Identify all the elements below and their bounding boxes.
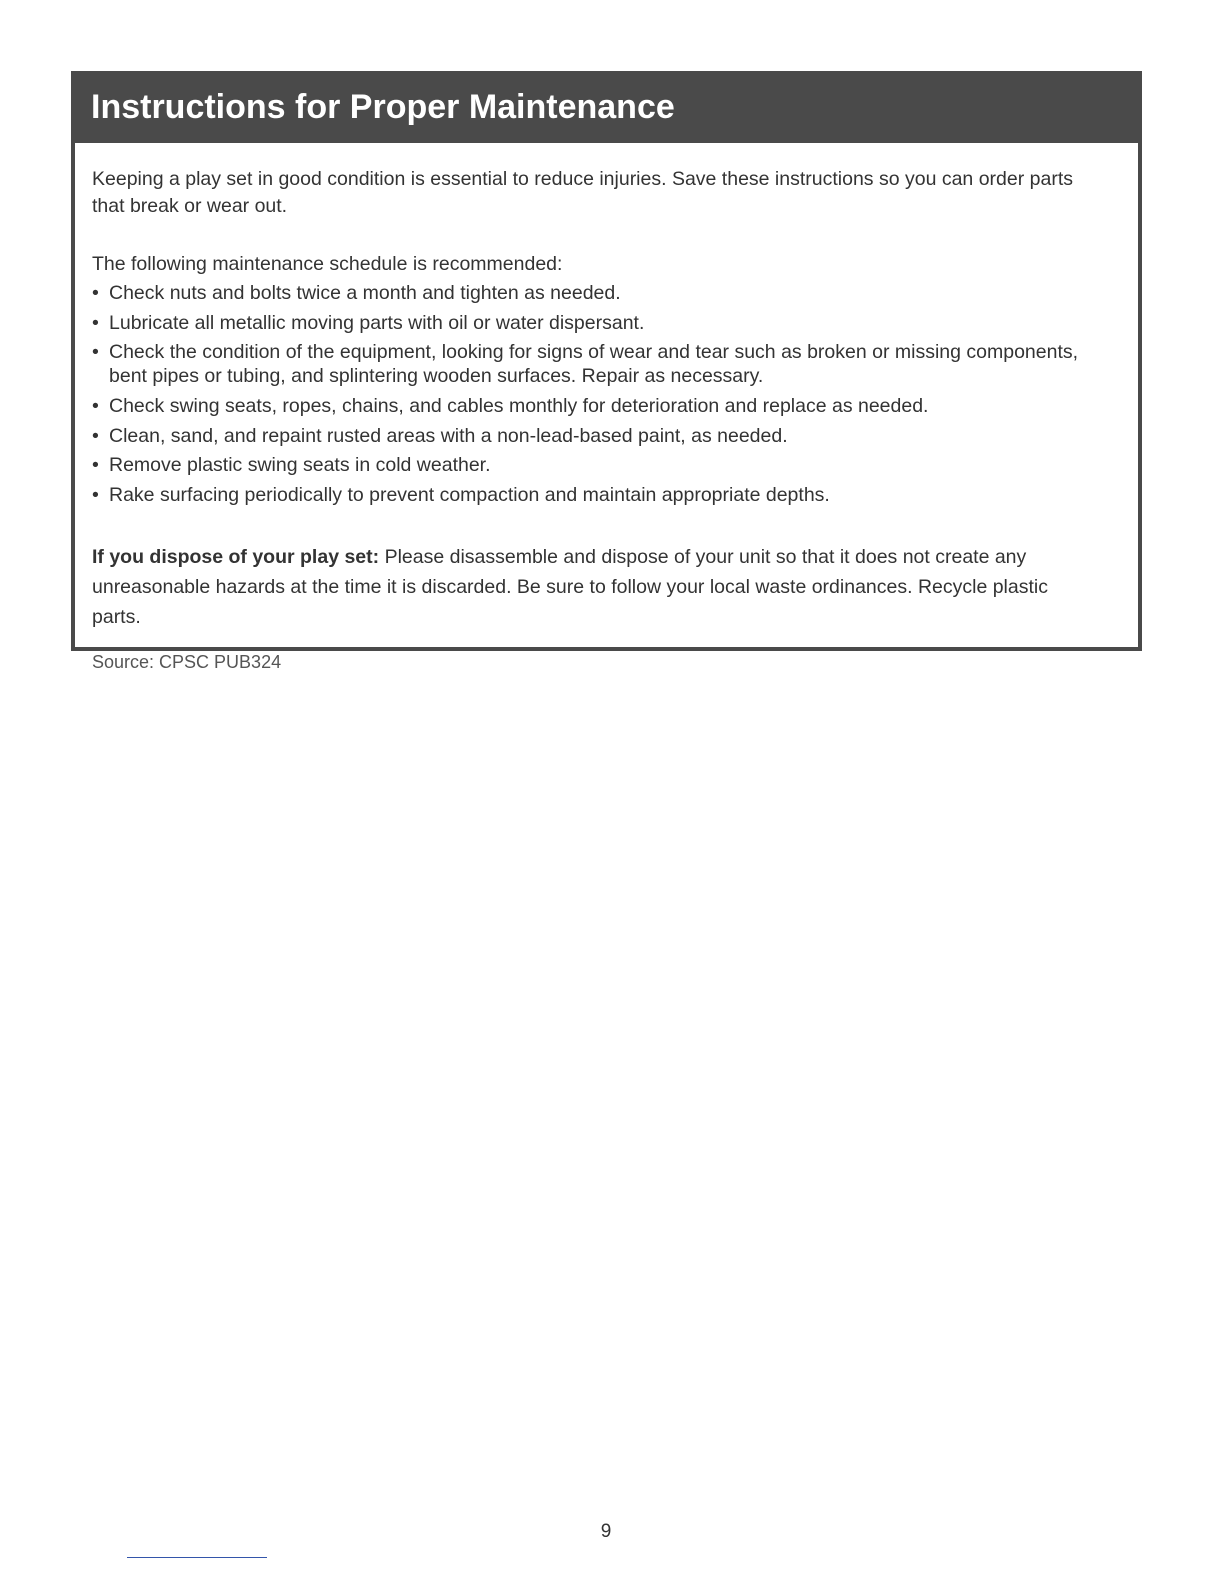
bullet-icon: • [92,395,99,418]
list-item-text: Rake surfacing periodically to prevent compaction and maintain appropriate depths. [109,484,830,507]
list-item-text: Remove plastic swing seats in cold weather. [109,454,491,477]
dispose-paragraph [92,542,1102,632]
list-item [92,483,1102,507]
intro-paragraph: Keeping a play set in good condition is essential to reduce injuries. Save these instructions so you can order parts that break or wear out. [92,168,1073,217]
bullet-icon: • [92,311,99,334]
list-item [92,281,1102,305]
bullet-icon: • [92,454,99,477]
page-number: 9 [600,1521,612,1542]
source-citation: Source: CPSC PUB324 [92,652,282,672]
list-item [92,340,1102,388]
schedule-intro: The following maintenance schedule is recommended: [92,253,563,275]
maintenance-schedule-list [92,281,1102,513]
footnote-divider [127,1557,267,1558]
bullet-icon: • [92,424,99,447]
list-item [92,424,1102,448]
list-item-text: Lubricate all metallic moving parts with oil or water dispersant. [109,311,645,334]
list-item-text: Clean, sand, and repaint rusted areas with a non-lead-based paint, as needed. [109,424,788,447]
list-item-text: Check swing seats, ropes, chains, and cables monthly for deterioration and replace as needed. [109,395,929,418]
bullet-icon: • [92,341,99,364]
list-item-text: Check nuts and bolts twice a month and tighten as needed. [109,282,621,304]
section-title: Instructions for Proper Maintenance [91,88,675,126]
bullet-icon: • [92,484,99,507]
list-item [92,453,1102,477]
panel-header [71,71,1142,143]
bullet-icon: • [92,282,99,304]
dispose-lead: If you dispose of your play set: [92,546,380,568]
list-item [92,394,1102,418]
list-item-text: Check the condition of the equipment, looking for signs of wear and tear such as broken or missing components, bent pipes or tubing, and splintering wooden surfaces. Repair as necessary. [109,341,1079,388]
list-item [92,311,1102,335]
dispose-text: Please disassemble and dispose of your unit so that it does not create any unreasonable hazards at the time it is discarded. Be sure to follow your local waste ordinances. Recycle plastic parts. [92,546,1048,628]
